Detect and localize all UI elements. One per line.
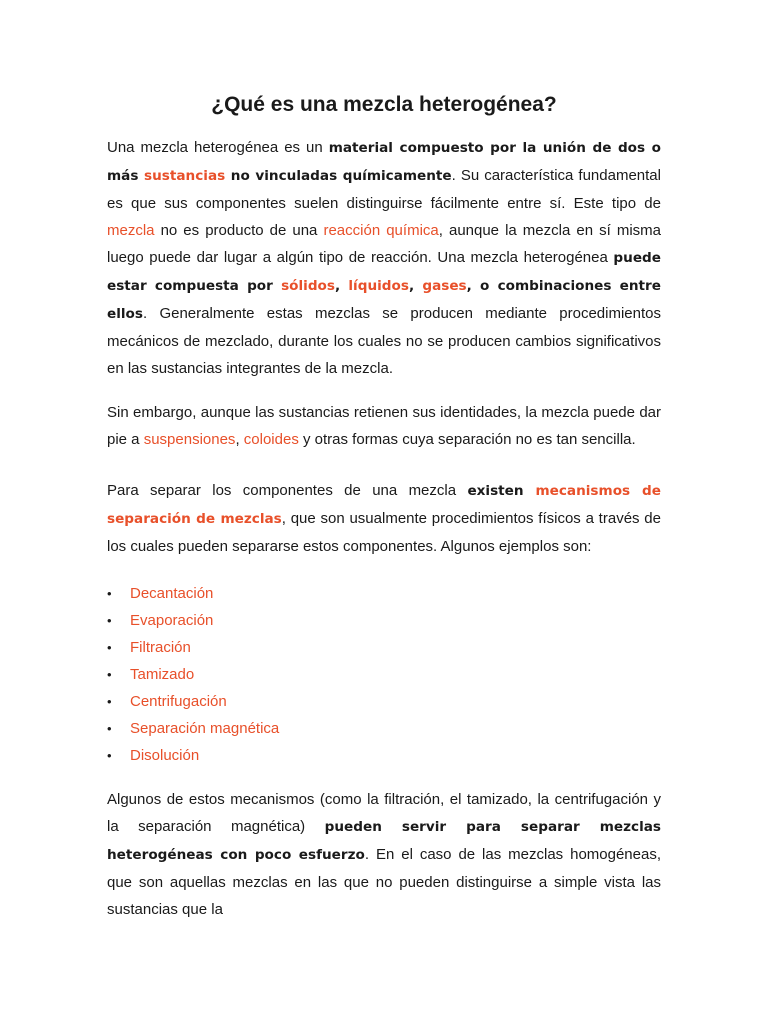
page-title: ¿Qué es una mezcla heterogénea? <box>211 93 557 116</box>
list-item <box>107 715 661 742</box>
text-segment: no es producto de una <box>154 222 324 239</box>
bold-segment: existen <box>467 483 536 499</box>
text-segment: , que son usualmente procedimientos físicos a través de los cuales pueden separarse estos componentes. Algunos ejemplos son: <box>107 510 661 555</box>
link-solidos[interactable]: sólidos <box>281 278 335 294</box>
bullet-icon: • <box>107 640 112 655</box>
text-segment: Algunos de estos mecanismos (como la filtración, el tamizado, la centrifugación y la separación magnética) <box>107 791 661 835</box>
link-filtracion[interactable]: Filtración <box>130 639 191 656</box>
link-reaccion-quimica[interactable]: reacción química <box>323 222 439 239</box>
bullet-icon: • <box>107 613 112 628</box>
bold-segment: puede estar compuesta por <box>107 250 661 294</box>
link-mezcla[interactable]: mezcla <box>107 222 155 239</box>
paragraph-separacion <box>107 477 661 560</box>
list-item <box>107 661 661 688</box>
bold-segment: , o combinaciones entre ellos <box>107 278 661 322</box>
text-segment: Para separar los componentes de una mezcla <box>107 482 468 499</box>
link-gases[interactable]: gases <box>422 278 467 294</box>
list-item <box>107 607 661 634</box>
bold-segment: no vinculadas químicamente <box>225 168 452 184</box>
list-item <box>107 580 661 607</box>
paragraph-algunos <box>107 786 661 923</box>
bold-segment: material compuesto por la unión de dos o más <box>107 140 662 184</box>
text-segment: , <box>235 431 244 448</box>
list-item <box>107 688 661 715</box>
text-segment: Sin embargo, aunque las sustancias retienen sus identidades, la mezcla puede dar pie a <box>107 404 661 448</box>
link-liquidos[interactable]: líquidos <box>348 278 409 294</box>
link-centrifugacion[interactable]: Centrifugación <box>130 693 227 710</box>
text-segment: y otras formas cuya separación no es tan sencilla. <box>298 431 636 448</box>
separation-methods-list <box>107 580 661 769</box>
bullet-icon: • <box>107 586 112 601</box>
bullet-icon: • <box>107 694 112 709</box>
link-disolucion[interactable]: Disolución <box>130 747 200 764</box>
link-suspensiones[interactable]: suspensiones <box>143 431 236 448</box>
link-separacion-magnetica[interactable]: Separación magnética <box>130 720 280 737</box>
text-segment: . Su característica fundamental es que sus componentes suelen distinguirse fácilmente entre sí. Este tipo de <box>107 167 661 212</box>
paragraph-sin-embargo <box>107 399 661 453</box>
text-segment: . Generalmente estas mezclas se producen mediante procedimientos mecánicos de mezclado, durante los cuales no se producen cambios significativos en las sustancias integrantes de la mezcla. <box>107 305 661 377</box>
list-item <box>107 634 661 661</box>
list-item <box>107 742 661 769</box>
text-segment: , aunque la mezcla en sí misma luego puede dar lugar a algún tipo de reacción. Una mezcla heterogénea <box>107 222 662 266</box>
bold-segment: , <box>408 278 423 294</box>
bullet-icon: • <box>107 721 112 736</box>
link-sustancias[interactable]: sustancias <box>144 168 226 184</box>
bullet-icon: • <box>107 748 112 763</box>
bold-segment: pueden servir para separar mezclas heterogéneas con poco esfuerzo <box>107 819 662 863</box>
link-decantacion[interactable]: Decantación <box>130 585 214 602</box>
text-segment: . En el caso de las mezclas homogéneas, que son aquellas mezclas en las que no pueden distinguirse a simple vista las sustancias que la <box>107 846 661 918</box>
bold-segment: , <box>335 278 349 294</box>
link-mecanismos-separacion[interactable]: mecanismos de separación de mezclas <box>107 483 661 527</box>
link-evaporacion[interactable]: Evaporación <box>130 612 214 629</box>
bullet-icon: • <box>107 667 112 682</box>
link-coloides[interactable]: coloides <box>243 431 299 448</box>
paragraph-definition <box>107 134 661 382</box>
text-segment: Una mezcla heterogénea es un <box>107 139 329 156</box>
link-tamizado[interactable]: Tamizado <box>130 666 195 683</box>
